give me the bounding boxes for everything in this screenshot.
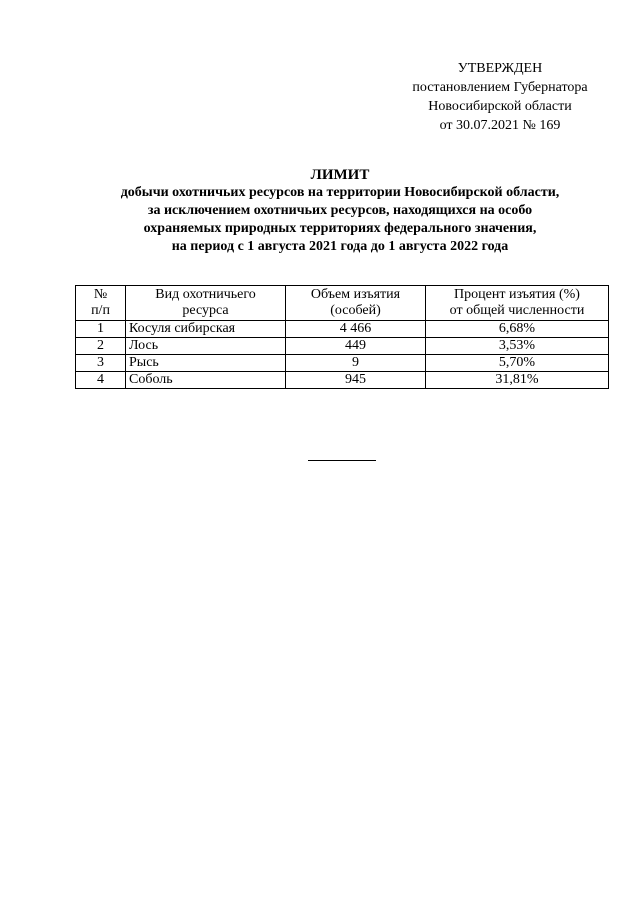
- cell-resource: Рысь: [126, 355, 286, 372]
- table-header-row: [76, 286, 609, 321]
- document-subtitle-line: охраняемых природных территориях федерального значения,: [143, 221, 537, 236]
- approval-line-issuer: постановлением Губернатора: [412, 80, 588, 95]
- column-header-line: Вид охотничьего: [155, 287, 256, 302]
- cell-resource: Соболь: [126, 372, 286, 389]
- column-header-line: Объем изъятия: [310, 287, 401, 302]
- document-subtitle-line: за исключением охотничьих ресурсов, находящихся на особо: [147, 203, 533, 218]
- column-header-resource: [126, 286, 286, 321]
- cell-volume: 449: [286, 338, 426, 355]
- cell-percent: 3,53%: [426, 338, 609, 355]
- cell-percent: 31,81%: [426, 372, 609, 389]
- cell-number: 2: [76, 338, 126, 355]
- document-heading: [40, 166, 640, 256]
- cell-percent: 5,70%: [426, 355, 609, 372]
- document-subtitle-line: на период с 1 августа 2021 года до 1 августа 2022 года: [171, 239, 509, 254]
- column-header-line: ресурса: [182, 303, 229, 318]
- cell-resource: Лось: [126, 338, 286, 355]
- limits-table: [75, 285, 609, 389]
- column-header-line: от общей численности: [449, 303, 585, 318]
- approval-line-date-number: от 30.07.2021 № 169: [439, 118, 561, 133]
- cell-volume: 945: [286, 372, 426, 389]
- end-of-document-rule: [308, 460, 376, 461]
- column-header-line: п/п: [91, 303, 110, 318]
- cell-volume: 9: [286, 355, 426, 372]
- approval-line-region: Новосибирской области: [428, 99, 572, 114]
- table-row: [76, 372, 609, 389]
- column-header-line: Процент изъятия (%): [454, 287, 580, 302]
- cell-number: 1: [76, 321, 126, 338]
- cell-resource: Косуля сибирская: [126, 321, 286, 338]
- column-header-percent: [426, 286, 609, 321]
- table-row: [76, 355, 609, 372]
- table-row: [76, 338, 609, 355]
- cell-volume: 4 466: [286, 321, 426, 338]
- document-subtitle-line: добычи охотничьих ресурсов на территории Новосибирской области,: [120, 185, 560, 200]
- approval-stamp: [380, 59, 620, 135]
- column-header-line: (особей): [330, 303, 381, 318]
- column-header-line: №: [93, 287, 108, 302]
- approval-line-approved: УТВЕРЖДЕН: [457, 61, 543, 76]
- document-title: ЛИМИТ: [310, 167, 370, 183]
- cell-percent: 6,68%: [426, 321, 609, 338]
- cell-number: 3: [76, 355, 126, 372]
- column-header-volume: [286, 286, 426, 321]
- column-header-number: [76, 286, 126, 321]
- table-row: [76, 321, 609, 338]
- cell-number: 4: [76, 372, 126, 389]
